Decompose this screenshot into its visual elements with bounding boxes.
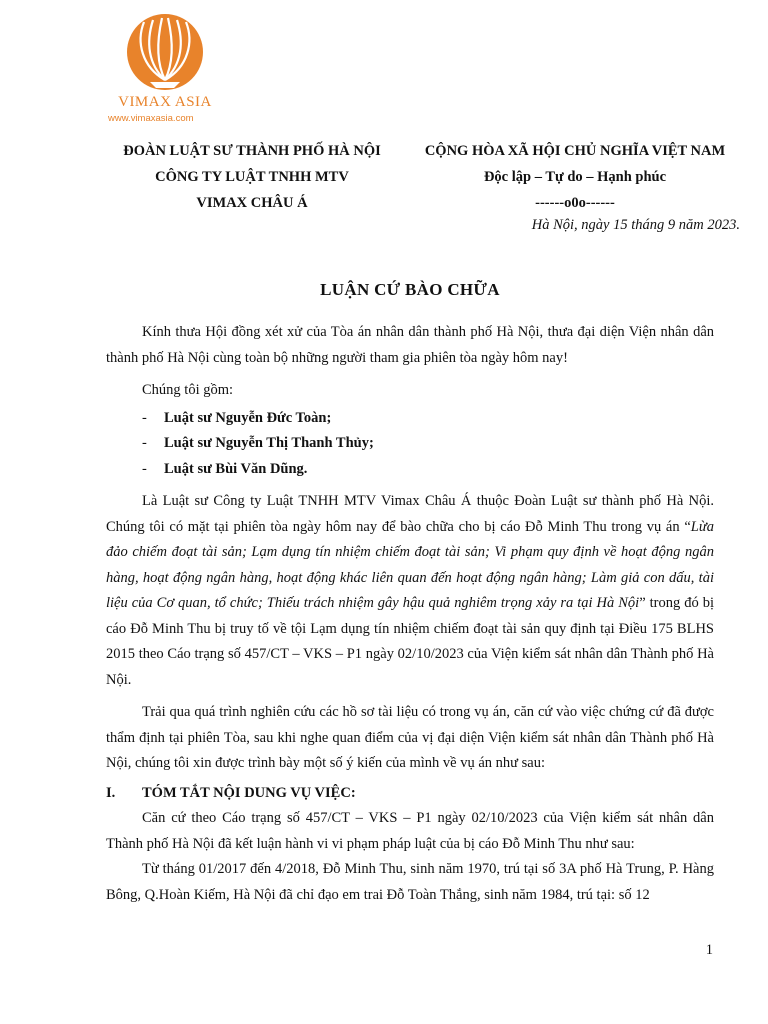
page-number: 1	[705, 942, 713, 958]
defense-text-b: ” trong đó bị cáo Đỗ Minh Thu bị truy tố về tội Lạm dụng tín nhiệm chiếm đoạt tài sản quy định tại Điều 175 BLHS 2015 theo Cáo trạng số 457/CT – VKS – P1 ngày 02/10/2023 của Viện kiểm sát nhân dân Thành phố Hà Nội.	[106, 595, 714, 688]
vimax-logo-icon	[122, 12, 208, 92]
lawyer-name: Luật sư Nguyễn Đức Toàn;	[164, 409, 332, 426]
bar-association-name: ĐOÀN LUẬT SƯ THÀNH PHỐ HÀ NỘI	[123, 143, 381, 159]
company-name: VIMAX CHÂU Á	[196, 195, 308, 211]
list-item: - Luật sư Nguyễn Đức Toàn;	[142, 409, 332, 426]
lawyer-list	[106, 406, 714, 483]
list-item: - Luật sư Bùi Văn Dũng.	[142, 460, 308, 477]
list-item: - Luật sư Nguyễn Thị Thanh Thủy;	[142, 435, 374, 451]
case-charges: Lừa đảo chiếm đoạt tài sản; Lạm dụng tín nhiệm chiếm đoạt tài sản; Vi phạm quy định về hoạt động ngân hàng, hoạt động ngân hàng, hoạt động khác liên quan đến hoạt động ngân hàng; Làm giả con dấu, tài liệu của Cơ quan, tổ chức; Thiếu trách nhiệm gây hậu quả nghiêm trọng xảy ra tại Hà Nội	[106, 518, 714, 611]
defense-text-a: Là Luật sư Công ty Luật TNHH MTV Vimax Châu Á thuộc Đoàn Luật sư thành phố Hà Nội. Chúng tôi có mặt tại phiên tòa ngày hôm nay để bào chữa cho bị cáo Đỗ Minh Thu trong vụ án “	[106, 493, 714, 535]
header-divider: ------o0o------	[535, 195, 615, 211]
document-date: Hà Nội, ngày 15 tháng 9 năm 2023.	[531, 217, 740, 233]
section-number: I.	[106, 784, 116, 801]
lawyers-intro: Chúng tôi gồm:	[142, 382, 234, 398]
research-paragraph: Trải qua quá trình nghiên cứu các hồ sơ tài liệu có trong vụ án, căn cứ vào việc chứng cứ đã được thẩm định tại phiên Tòa, sau khi nghe quan điểm của vị đại diện Viện kiểm sát nhân dân Thành phố Hà Nội, chúng tôi xin được trình bày một số ý kiến của mình về vụ án như sau:	[106, 704, 714, 771]
section-title: TÓM TẮT NỘI DUNG VỤ VIỆC:	[142, 784, 356, 801]
lawyer-name: Luật sư Nguyễn Thị Thanh Thủy;	[164, 435, 374, 451]
opening-paragraph: Kính thưa Hội đồng xét xử của Tòa án nhân dân thành phố Hà Nội, thưa đại diện Viện nhân dân thành phố Hà Nội cùng toàn bộ những người tham gia phiên tòa ngày hôm nay!	[106, 324, 714, 366]
company-logo	[104, 12, 226, 124]
organization-header	[96, 138, 408, 216]
facts-paragraph: Từ tháng 01/2017 đến 4/2018, Đỗ Minh Thu, sinh năm 1970, trú tại số 3A phố Hà Trung, P. Hàng Bông, Q.Hoàn Kiếm, Hà Nội đã chỉ đạo em trai Đỗ Toàn Thắng, sinh năm 1984, trú tại: số 12	[106, 861, 714, 903]
national-title: CỘNG HÒA XÃ HỘI CHỦ NGHĨA VIỆT NAM	[424, 143, 726, 159]
defense-paragraph	[106, 489, 714, 693]
document-title: LUẬN CỨ BÀO CHỮA	[320, 280, 500, 299]
logo-name: VIMAX ASIA	[118, 94, 212, 110]
lawyer-name: Luật sư Bùi Văn Dũng.	[164, 460, 308, 477]
document-body	[106, 320, 714, 908]
indictment-paragraph: Căn cứ theo Cáo trạng số 457/CT – VKS – P1 ngày 02/10/2023 của Viện kiểm sát nhân dân Thành phố Hà Nội đã kết luận hành vi vi phạm pháp luật của bị cáo Đỗ Minh Thu như sau:	[106, 810, 714, 852]
logo-url: www.vimaxasia.com	[108, 113, 194, 124]
section-heading	[106, 781, 714, 807]
national-motto: Độc lập – Tự do – Hạnh phúc	[483, 169, 667, 185]
national-header	[405, 138, 745, 216]
company-type: CÔNG TY LUẬT TNHH MTV	[155, 169, 349, 185]
